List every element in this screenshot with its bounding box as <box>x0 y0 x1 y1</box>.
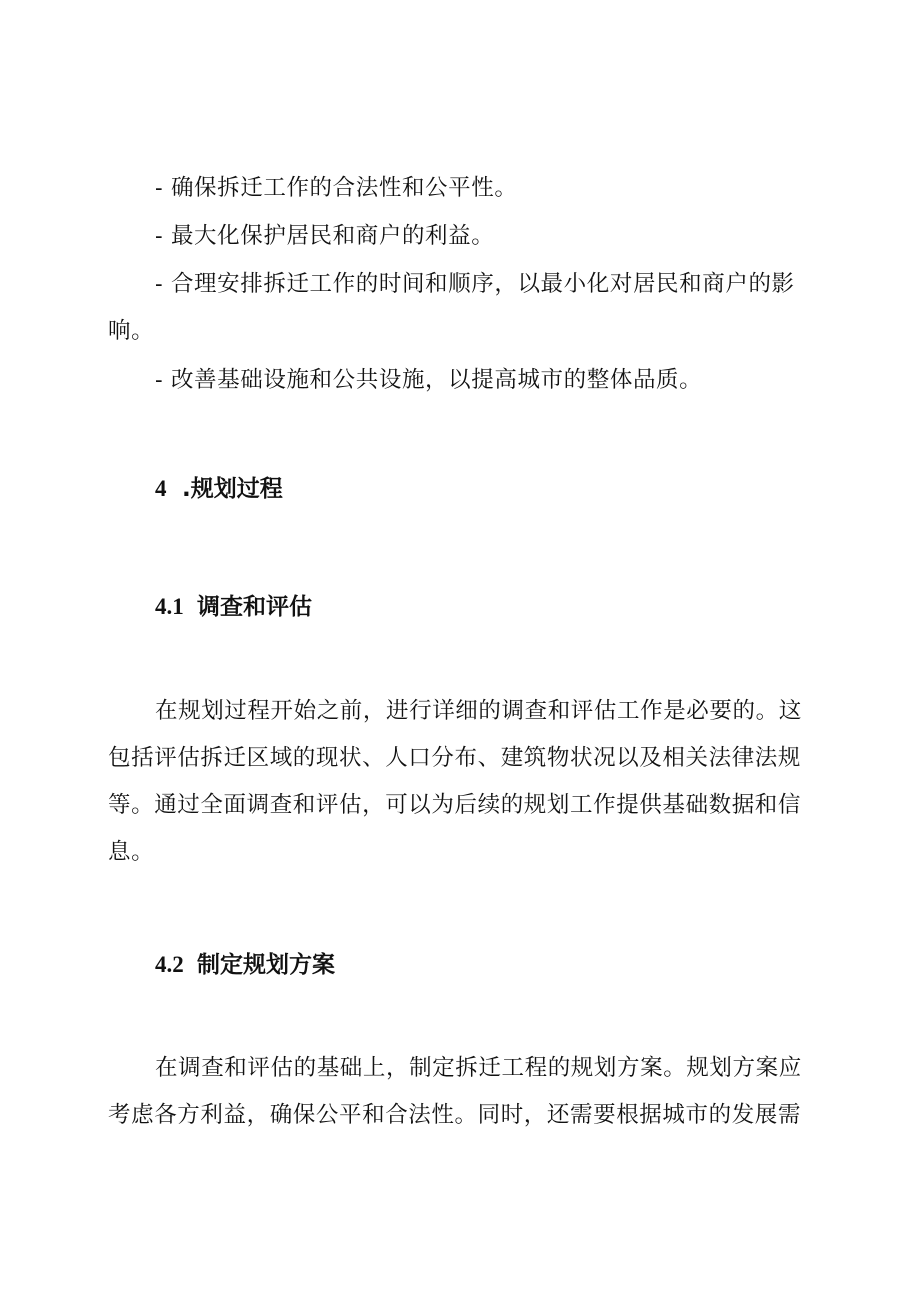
bullet-protect-interests: - 最大化保护居民和商户的利益。 <box>155 223 495 249</box>
section-number: 4 <box>155 476 167 501</box>
section-title: 调查和评估 <box>197 594 312 620</box>
section-number: 4.1 <box>155 594 184 619</box>
paragraph-survey: 在规划过程开始之前，进行详细的调查和评估工作是必要的。这包括评估拆迁区域的现状、人口分布、建筑物状况以及相关法律法规等。通过全面调查和评估，可以为后续的规划工作提供基础数据和信息。 <box>108 698 802 865</box>
bullet-infrastructure: - 改善基础设施和公共设施，以提高城市的整体品质。 <box>155 367 703 393</box>
section-heading-4-2 <box>155 950 335 980</box>
paragraph-plan: 在调查和评估的基础上，制定拆迁工程的规划方案。规划方案应考虑各方利益，确保公平和合法性。同时，还需要根据城市的发展需 <box>108 1055 802 1128</box>
bullet-legality: - 确保拆迁工作的合法性和公平性。 <box>155 175 518 201</box>
section-number: 4.2 <box>155 952 184 977</box>
section-heading-4 <box>155 474 283 504</box>
bullet-schedule: - 合理安排拆迁工作的时间和顺序，以最小化对居民和商户的影响。 <box>108 271 795 344</box>
section-heading-4-1 <box>155 592 312 622</box>
section-title: 制定规划方案 <box>197 952 335 978</box>
section-title: .规划过程 <box>182 476 283 502</box>
